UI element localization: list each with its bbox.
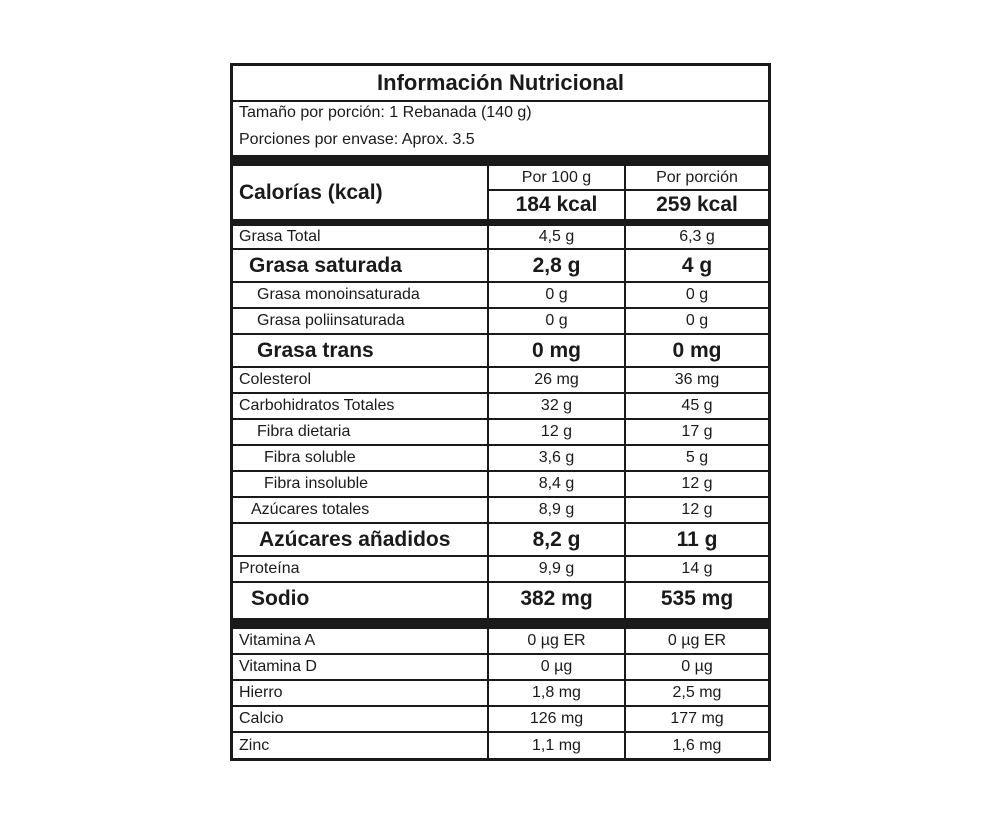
nutrient-per-portion: 6,3 g <box>679 228 715 245</box>
nutrient-row <box>233 446 768 472</box>
nutrient-name: Proteína <box>239 560 300 577</box>
vitamin-per-100: 1,1 mg <box>532 737 581 754</box>
label-title: Información Nutricional <box>233 66 768 102</box>
nutrient-per-portion: 14 g <box>681 560 713 577</box>
nutrition-facts-label <box>230 63 771 761</box>
nutrient-per-100: 382 mg <box>520 587 593 610</box>
vitamin-name: Vitamina D <box>239 658 317 675</box>
nutrient-per-100: 9,9 g <box>538 560 575 577</box>
nutrient-per-100: 4,5 g <box>538 228 575 245</box>
nutrient-per-portion: 4 g <box>681 253 713 277</box>
nutrient-name: Azúcares añadidos <box>259 527 451 551</box>
calories-label: Calorías (kcal) <box>239 180 383 204</box>
calories-per-portion: 259 kcal <box>656 193 738 216</box>
column-divider-1 <box>487 166 489 758</box>
nutrient-per-portion: 0 mg <box>672 338 722 362</box>
nutrient-row <box>233 250 768 283</box>
nutrient-name: Fibra dietaria <box>257 423 351 440</box>
col-header-per-portion: Por porción <box>656 169 738 186</box>
vitamin-per-100: 1,8 mg <box>532 684 581 701</box>
vitamin-name: Calcio <box>239 710 284 727</box>
vitamin-per-portion: 1,6 mg <box>672 737 722 754</box>
nutrient-per-portion: 0 g <box>685 286 709 303</box>
nutrient-name: Carbohidratos Totales <box>239 397 395 414</box>
nutrient-name: Fibra insoluble <box>264 475 369 492</box>
nutrient-per-portion: 11 g <box>676 527 718 551</box>
nutrient-name: Colesterol <box>239 371 312 388</box>
nutrient-per-100: 0 g <box>545 312 568 329</box>
nutrient-row <box>233 557 768 583</box>
vitamin-per-100: 0 µg <box>540 658 573 675</box>
vitamin-name: Vitamina A <box>239 632 316 649</box>
nutrient-per-portion: 45 g <box>681 397 713 414</box>
nutrient-per-100: 12 g <box>540 423 573 440</box>
vitamin-name: Zinc <box>239 737 270 754</box>
nutrient-name: Grasa poliinsaturada <box>257 312 405 329</box>
vitamin-per-portion: 0 µg ER <box>667 632 727 649</box>
nutrient-row <box>233 368 768 394</box>
nutrient-row <box>233 226 768 250</box>
nutrient-per-portion: 5 g <box>685 449 709 466</box>
vitamin-row <box>233 655 768 681</box>
vitamin-name: Hierro <box>239 684 283 701</box>
col-header-per-100: Por 100 g <box>521 169 592 186</box>
nutrient-per-portion: 535 mg <box>660 587 734 610</box>
nutrient-row <box>233 472 768 498</box>
column-divider-2 <box>624 166 626 758</box>
nutrient-row <box>233 283 768 309</box>
nutrient-per-100: 0 g <box>545 286 568 303</box>
nutrient-per-100: 32 g <box>540 397 573 414</box>
vitamin-per-portion: 177 mg <box>670 710 724 727</box>
nutrient-per-portion: 36 mg <box>674 371 720 388</box>
nutrient-row <box>233 583 768 615</box>
thick-divider-vitamins <box>233 618 768 629</box>
nutrient-name: Grasa monoinsaturada <box>257 286 420 303</box>
calories-per-100: 184 kcal <box>515 193 598 216</box>
vitamin-row <box>233 681 768 707</box>
nutrient-row <box>233 335 768 368</box>
nutrient-row <box>233 420 768 446</box>
nutrient-name: Azúcares totales <box>251 501 370 518</box>
medium-divider <box>233 219 768 226</box>
nutrient-name: Grasa saturada <box>249 253 402 277</box>
nutrient-per-100: 26 mg <box>534 371 579 388</box>
nutrient-per-100: 2,8 g <box>532 253 581 277</box>
nutrient-per-portion: 17 g <box>681 423 713 440</box>
vitamin-per-portion: 2,5 mg <box>672 684 722 701</box>
nutrient-row <box>233 498 768 524</box>
vitamin-per-100: 126 mg <box>529 710 584 727</box>
vitamin-per-100: 0 µg ER <box>527 632 586 649</box>
nutrient-per-100: 8,2 g <box>532 527 581 551</box>
nutrient-name: Grasa Total <box>239 228 321 245</box>
vitamin-per-portion: 0 µg <box>681 658 713 675</box>
nutrient-row <box>233 309 768 335</box>
calories-section <box>233 166 768 219</box>
nutrient-name: Fibra soluble <box>264 449 356 466</box>
nutrient-per-portion: 0 g <box>685 312 709 329</box>
nutrient-per-100: 3,6 g <box>538 449 575 466</box>
nutrient-per-100: 8,9 g <box>538 501 575 518</box>
nutrient-row <box>233 524 768 557</box>
servings-per-container: Porciones por envase: Aprox. 3.5 <box>239 131 475 148</box>
vitamin-row <box>233 629 768 655</box>
nutrient-name: Sodio <box>251 587 310 610</box>
nutrient-per-portion: 12 g <box>681 501 713 518</box>
nutrient-name: Grasa trans <box>257 338 374 362</box>
nutrient-per-100: 0 mg <box>531 338 581 362</box>
serving-size: Tamaño por porción: 1 Rebanada (140 g) <box>239 104 532 121</box>
nutrient-row <box>233 394 768 420</box>
thick-divider <box>233 155 768 166</box>
nutrient-per-portion: 12 g <box>681 475 713 492</box>
vitamin-row <box>233 707 768 733</box>
nutrient-per-100: 8,4 g <box>538 475 575 492</box>
vitamin-row <box>233 733 768 759</box>
